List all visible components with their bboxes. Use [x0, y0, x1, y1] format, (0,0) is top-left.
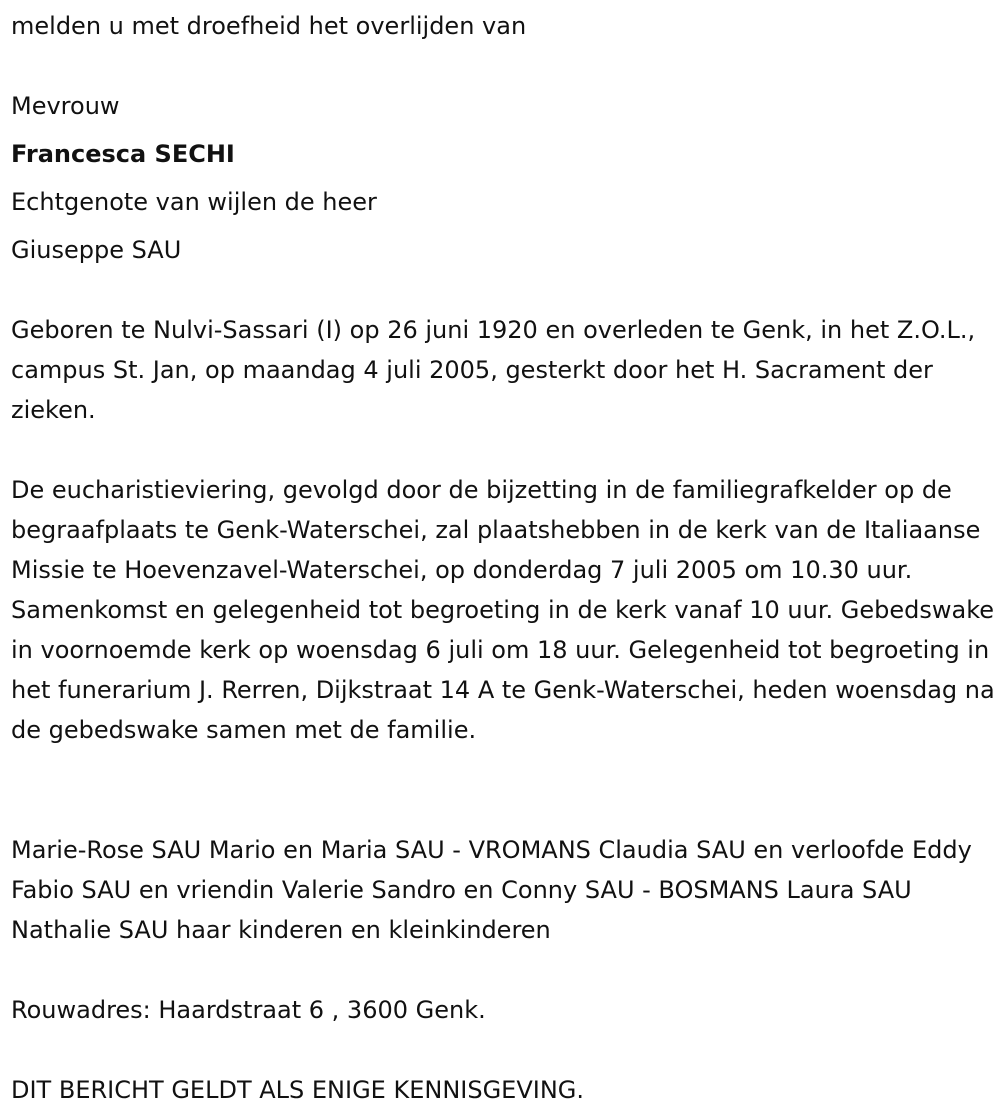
relation-text: Echtgenote van wijlen de heer — [11, 188, 377, 216]
intro-text: melden u met droefheid het overlijden van — [11, 12, 527, 40]
deceased-name: Francesca SECHI — [11, 140, 235, 168]
address-line: Rouwadres: Haardstraat 6 , 3600 Genk. — [11, 996, 486, 1024]
ceremony-paragraph: De eucharistieviering, gevolgd door de bijzetting in de familiegrafkelder op de begraafplaats te Genk-Waterschei, zal plaatshebben in de kerk van de Italiaanse Missie te Hoevenzavel-Waterschei, op donderdag 7 juli 2005 om 10.30 uur. Samenkomst en gelegenheid tot begroeting in de kerk vanaf 10 uur. Gebedswake in voornoemde kerk op woensdag 6 juli om 18 uur. Gelegenheid tot begroeting in het funerarium J. Rerren, Dijkstraat 14 A te Genk-Waterschei, heden woensdag na de gebedswake samen met de familie. — [11, 476, 995, 744]
family-paragraph: Marie-Rose SAU Mario en Maria SAU - VROMANS Claudia SAU en verloofde Eddy Fabio SAU en vriendin Valerie Sandro en Conny SAU - BOSMANS Laura SAU Nathalie SAU haar kinderen en kleinkinderen — [11, 836, 972, 944]
closing-line: DIT BERICHT GELDT ALS ENIGE KENNISGEVING. — [11, 1076, 585, 1104]
salutation: Mevrouw — [11, 92, 120, 120]
birth-death-paragraph: Geboren te Nulvi-Sassari (I) op 26 juni 1920 en overleden te Genk, in het Z.O.L., campus St. Jan, op maandag 4 juli 2005, gesterkt door het H. Sacrament der zieken. — [11, 316, 976, 424]
spouse-name: Giuseppe SAU — [11, 236, 182, 264]
